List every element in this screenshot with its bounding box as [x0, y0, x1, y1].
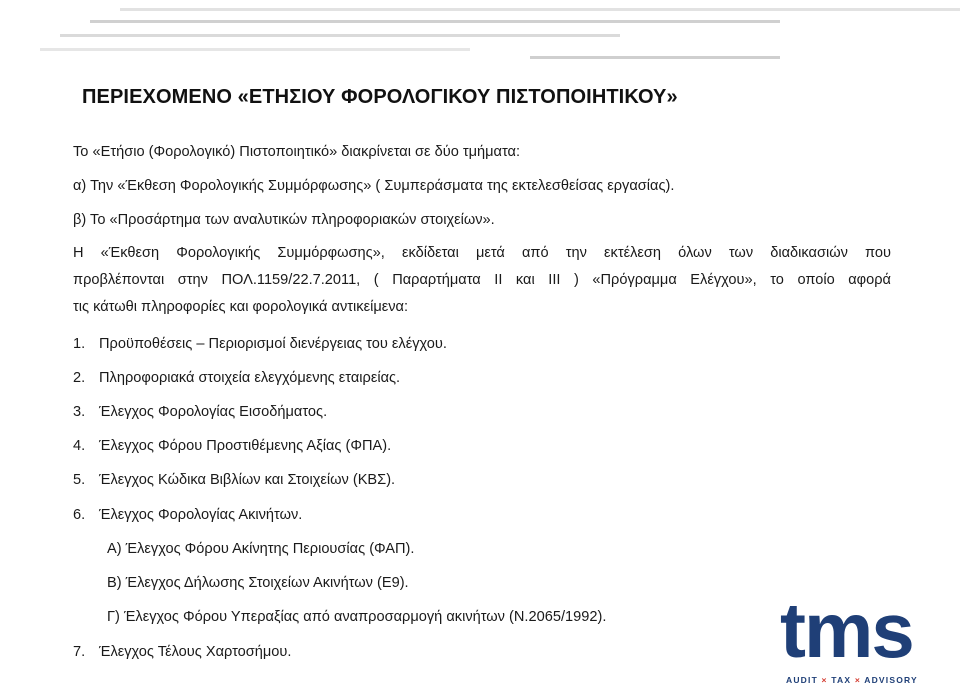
list-item [73, 436, 391, 456]
tms-logo [780, 586, 930, 686]
sub-list-item: Α) Έλεγχος Φόρου Ακίνητης Περιουσίας (ΦΑΠ). [107, 541, 415, 557]
page-title: ΠΕΡΙΕΧΟΜΕΝΟ «ΕΤΗΣΙΟΥ ΦΟΡΟΛΟΓΙΚΟΥ ΠΙΣΤΟΠΟΙΗΤΙΚΟΥ» [82, 86, 678, 108]
list-item-number: 1. [73, 336, 86, 352]
logo-tag-separator: × [821, 675, 828, 685]
paragraph-line: Η «Έκθεση Φορολογικής Συμμόρφωσης», εκδίδεται μετά από την εκτέλεση όλων των διαδικασιών που [73, 245, 891, 261]
logo-tag-audit: AUDIT [786, 675, 818, 685]
list-item [73, 505, 302, 525]
list-item [73, 642, 291, 662]
logo-tag-separator: × [854, 675, 861, 685]
list-item-number: 3. [73, 404, 86, 420]
stripe [120, 8, 960, 11]
logo-tagline [786, 675, 918, 685]
intro-line: α) Την «Έκθεση Φορολογικής Συμμόρφωσης» ( Συμπεράσματα της εκτελεσθείσας εργασίας). [73, 178, 675, 194]
sub-list-item: Β) Έλεγχος Δήλωσης Στοιχείων Ακινήτων (Ε9). [107, 575, 409, 591]
paragraph-line: τις κάτωθι πληροφορίες και φορολογικά αντικείμενα: [73, 299, 409, 315]
list-item-number: 7. [73, 644, 86, 660]
stripe [60, 34, 620, 37]
intro-line: β) Το «Προσάρτημα των αναλυτικών πληροφοριακών στοιχείων». [73, 212, 495, 228]
stripe [40, 48, 470, 51]
logo-tag-advisory: ADVISORY [864, 675, 918, 685]
list-item-text: Έλεγχος Τέλους Χαρτοσήμου. [99, 644, 292, 660]
list-item-number: 6. [73, 507, 86, 523]
sub-list-item: Γ) Έλεγχος Φόρου Υπεραξίας από αναπροσαρμογή ακινήτων (Ν.2065/1992). [107, 609, 607, 625]
list-item-number: 4. [73, 438, 86, 454]
list-item-text: Έλεγχος Φόρου Προστιθέμενης Αξίας (ΦΠΑ). [99, 438, 392, 454]
list-item-text: Έλεγχος Κώδικα Βιβλίων και Στοιχείων (ΚΒΣ). [99, 472, 396, 488]
logo-wordmark: tms [780, 586, 913, 674]
logo-tag-tax: TAX [831, 675, 852, 685]
list-item-text: Πληροφοριακά στοιχεία ελεγχόμενης εταιρείας. [99, 370, 401, 386]
stripe [530, 56, 780, 59]
list-item [73, 334, 447, 354]
list-item-number: 2. [73, 370, 86, 386]
list-item-text: Προϋποθέσεις – Περιορισμοί διενέργειας του ελέγχου. [99, 336, 447, 352]
list-item-text: Έλεγχος Φορολογίας Ακινήτων. [99, 507, 303, 523]
intro-line: Το «Ετήσιο (Φορολογικό) Πιστοποιητικό» διακρίνεται σε δύο τμήματα: [73, 144, 521, 160]
stripe [90, 20, 780, 23]
list-item-text: Έλεγχος Φορολογίας Εισοδήματος. [99, 404, 328, 420]
paragraph-line: προβλέπονται στην ΠΟΛ.1159/22.7.2011, ( Παραρτήματα ΙΙ και ΙΙΙ ) «Πρόγραμμα Ελέγχου», το οποίο αφορά [73, 272, 891, 288]
list-item [73, 368, 400, 388]
list-item [73, 402, 327, 422]
decorative-header-stripes [0, 0, 960, 70]
list-item-number: 5. [73, 472, 86, 488]
list-item [73, 470, 395, 490]
